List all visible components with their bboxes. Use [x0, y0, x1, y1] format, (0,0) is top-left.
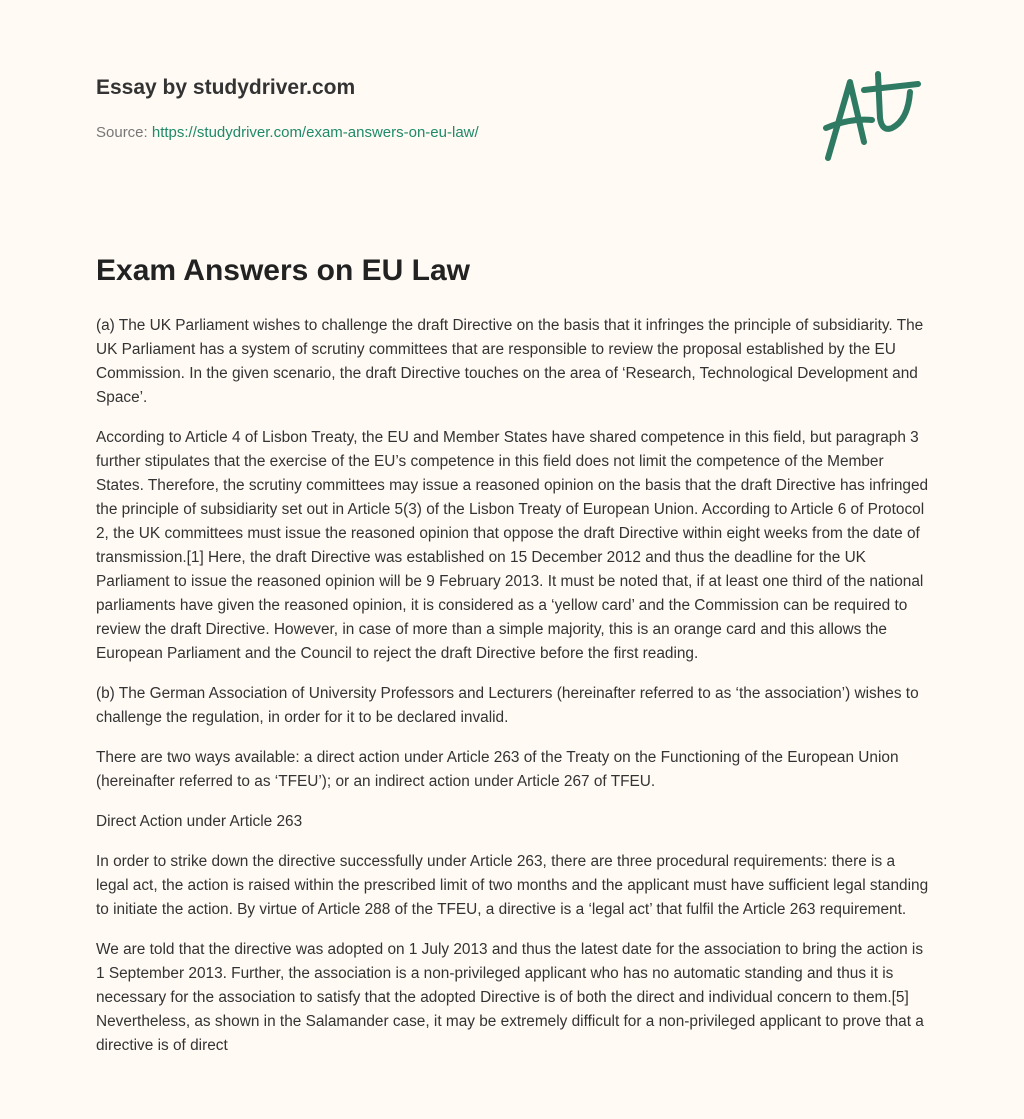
paragraph: (a) The UK Parliament wishes to challenge the draft Directive on the basis that it infringes the principle of subsidiarity. The UK Parliament has a system of scrutiny committees that are responsible to review the proposal established by the EU Commission. In the given scenario, the draft Directive touches on the area of ‘Research, Technological Development and Space’.	[96, 317, 924, 406]
a-plus-logo-icon	[820, 68, 930, 164]
section-heading: Direct Action under Article 263	[96, 813, 303, 830]
source-line	[96, 124, 479, 141]
page-title: Exam Answers on EU Law	[96, 254, 471, 287]
paragraph: There are two ways available: a direct action under Article 263 of the Treaty on the Functioning of the European Union (hereinafter referred to as ‘TFEU’); or an indirect action under Article 267 of TFEU.	[96, 749, 899, 790]
paragraph: We are told that the directive was adopted on 1 July 2013 and thus the latest date for the association to bring the action is 1 September 2013. Further, the association is a non-privileged applicant who has no automatic standing and thus it is necessary for the association to satisfy that the adopted Directive is of both the direct and individual concern to them.[5] Nevertheless, as shown in the Salamander case, it may be extremely difficult for a non-privileged applicant to prove that a directive is of direct	[96, 941, 924, 1054]
source-label: Source:	[96, 124, 148, 141]
site-brand: Essay by studydriver.com	[96, 76, 356, 99]
paragraph: According to Article 4 of Lisbon Treaty, the EU and Member States have shared competence in this field, but paragraph 3 further stipulates that the exercise of the EU’s competence in this field does not limit the competence of the Member States. Therefore, the scrutiny committees may issue a reasoned opinion on the basis that the draft Directive has infringed the principle of subsidiarity set out in Article 5(3) of the Lisbon Treaty of European Union. According to Article 6 of Protocol 2, the UK committees must issue the reasoned opinion that oppose the draft Directive within eight weeks from the date of transmission.[1] Here, the draft Directive was established on 15 December 2012 and thus the deadline for the UK Parliament to issue the reasoned opinion will be 9 February 2013. It must be noted that, if at least one third of the national parliaments have given the reasoned opinion, it is considered as a ‘yellow card’ and the Commission can be required to review the draft Directive. However, in case of more than a simple majority, this is an orange card and this allows the European Parliament and the Council to reject the draft Directive before the first reading.	[96, 429, 929, 662]
source-link[interactable]: https://studydriver.com/exam-answers-on-eu-law/	[151, 124, 479, 141]
paragraph: (b) The German Association of University Professors and Lecturers (hereinafter referred to as ‘the association’) wishes to challenge the regulation, in order for it to be declared invalid.	[96, 685, 919, 726]
essay-body	[96, 314, 930, 1074]
paragraph: In order to strike down the directive successfully under Article 263, there are three procedural requirements: there is a legal act, the action is raised within the prescribed limit of two months and the applicant must have sufficient legal standing to initiate the action. By virtue of Article 288 of the TFEU, a directive is a ‘legal act’ that fulfil the Article 263 requirement.	[96, 853, 929, 918]
